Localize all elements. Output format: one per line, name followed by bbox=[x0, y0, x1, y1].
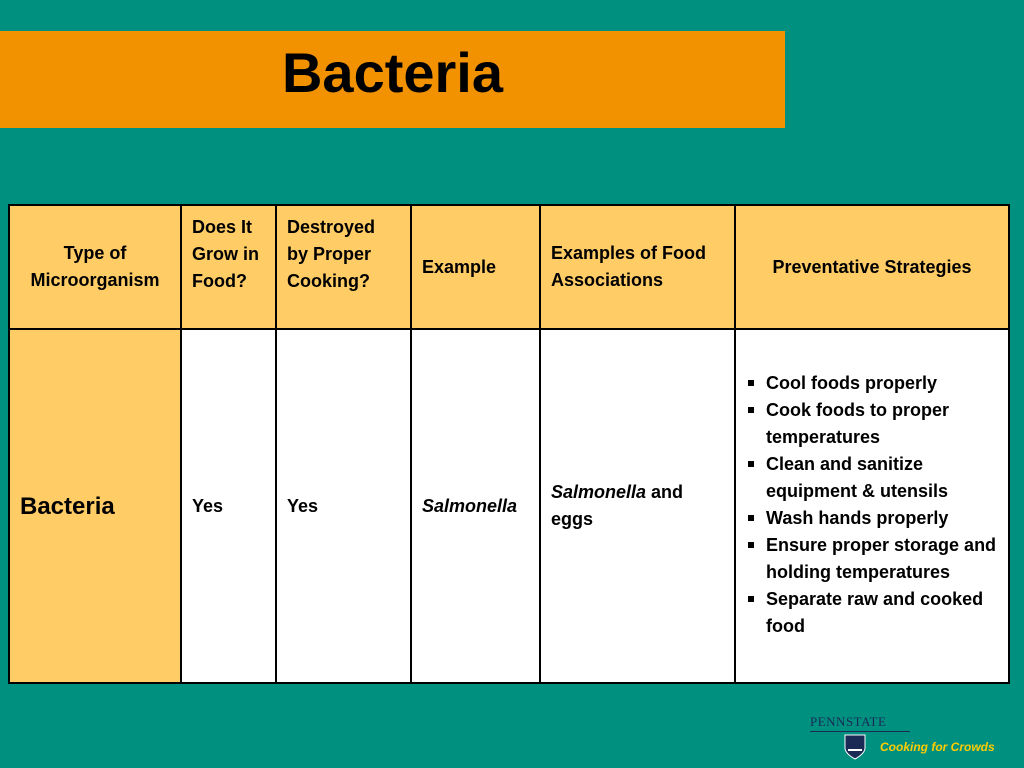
table-row bbox=[9, 329, 1009, 683]
cell-type: Bacteria bbox=[9, 329, 181, 683]
logo-rule bbox=[810, 731, 910, 732]
strategy-text: Cook foods to proper temperatures bbox=[766, 400, 949, 447]
list-item bbox=[744, 586, 1004, 640]
bullet-icon bbox=[748, 515, 754, 521]
header-destroyed: Destroyed by Proper Cooking? bbox=[276, 205, 411, 329]
bullet-icon bbox=[748, 596, 754, 602]
header-food-associations: Examples of Food Associations bbox=[540, 205, 735, 329]
bullet-icon bbox=[748, 380, 754, 386]
list-item bbox=[744, 532, 1004, 586]
header-grows: Does It Grow in Food? bbox=[181, 205, 276, 329]
bullet-icon bbox=[748, 407, 754, 413]
food-association-organism: Salmonella bbox=[551, 482, 647, 502]
tagline: Cooking for Crowds bbox=[880, 740, 995, 754]
strategy-text: Ensure proper storage and holding temperatures bbox=[766, 535, 997, 582]
strategy-text: Separate raw and cooked food bbox=[766, 589, 984, 636]
header-type: Type of Microorganism bbox=[9, 205, 181, 329]
header-strategies: Preventative Strategies bbox=[735, 205, 1009, 329]
logo-wordmark: PENNSTATE bbox=[810, 714, 887, 729]
food-association-text: and eggs bbox=[551, 482, 684, 529]
list-item bbox=[744, 397, 1004, 451]
cell-food-associations bbox=[540, 329, 735, 683]
list-item bbox=[744, 451, 1004, 505]
bullet-icon bbox=[748, 461, 754, 467]
cell-destroyed: Yes bbox=[276, 329, 411, 683]
penn-state-logo bbox=[810, 712, 1022, 762]
microorganism-table bbox=[8, 204, 1010, 684]
strategy-list bbox=[744, 370, 1004, 640]
example-name: Salmonella bbox=[422, 495, 518, 516]
strategy-text: Wash hands properly bbox=[766, 508, 949, 528]
cell-example bbox=[411, 329, 540, 683]
shield-icon bbox=[844, 734, 866, 760]
list-item bbox=[744, 505, 1004, 532]
bullet-icon bbox=[748, 542, 754, 548]
table-header-row bbox=[9, 205, 1009, 329]
cell-grows: Yes bbox=[181, 329, 276, 683]
slide-title: Bacteria bbox=[281, 41, 504, 104]
cell-strategies bbox=[735, 329, 1009, 683]
list-item bbox=[744, 370, 1004, 397]
strategy-text: Cool foods properly bbox=[766, 373, 937, 393]
strategy-text: Clean and sanitize equipment & utensils bbox=[766, 454, 949, 501]
header-example: Example bbox=[411, 205, 540, 329]
